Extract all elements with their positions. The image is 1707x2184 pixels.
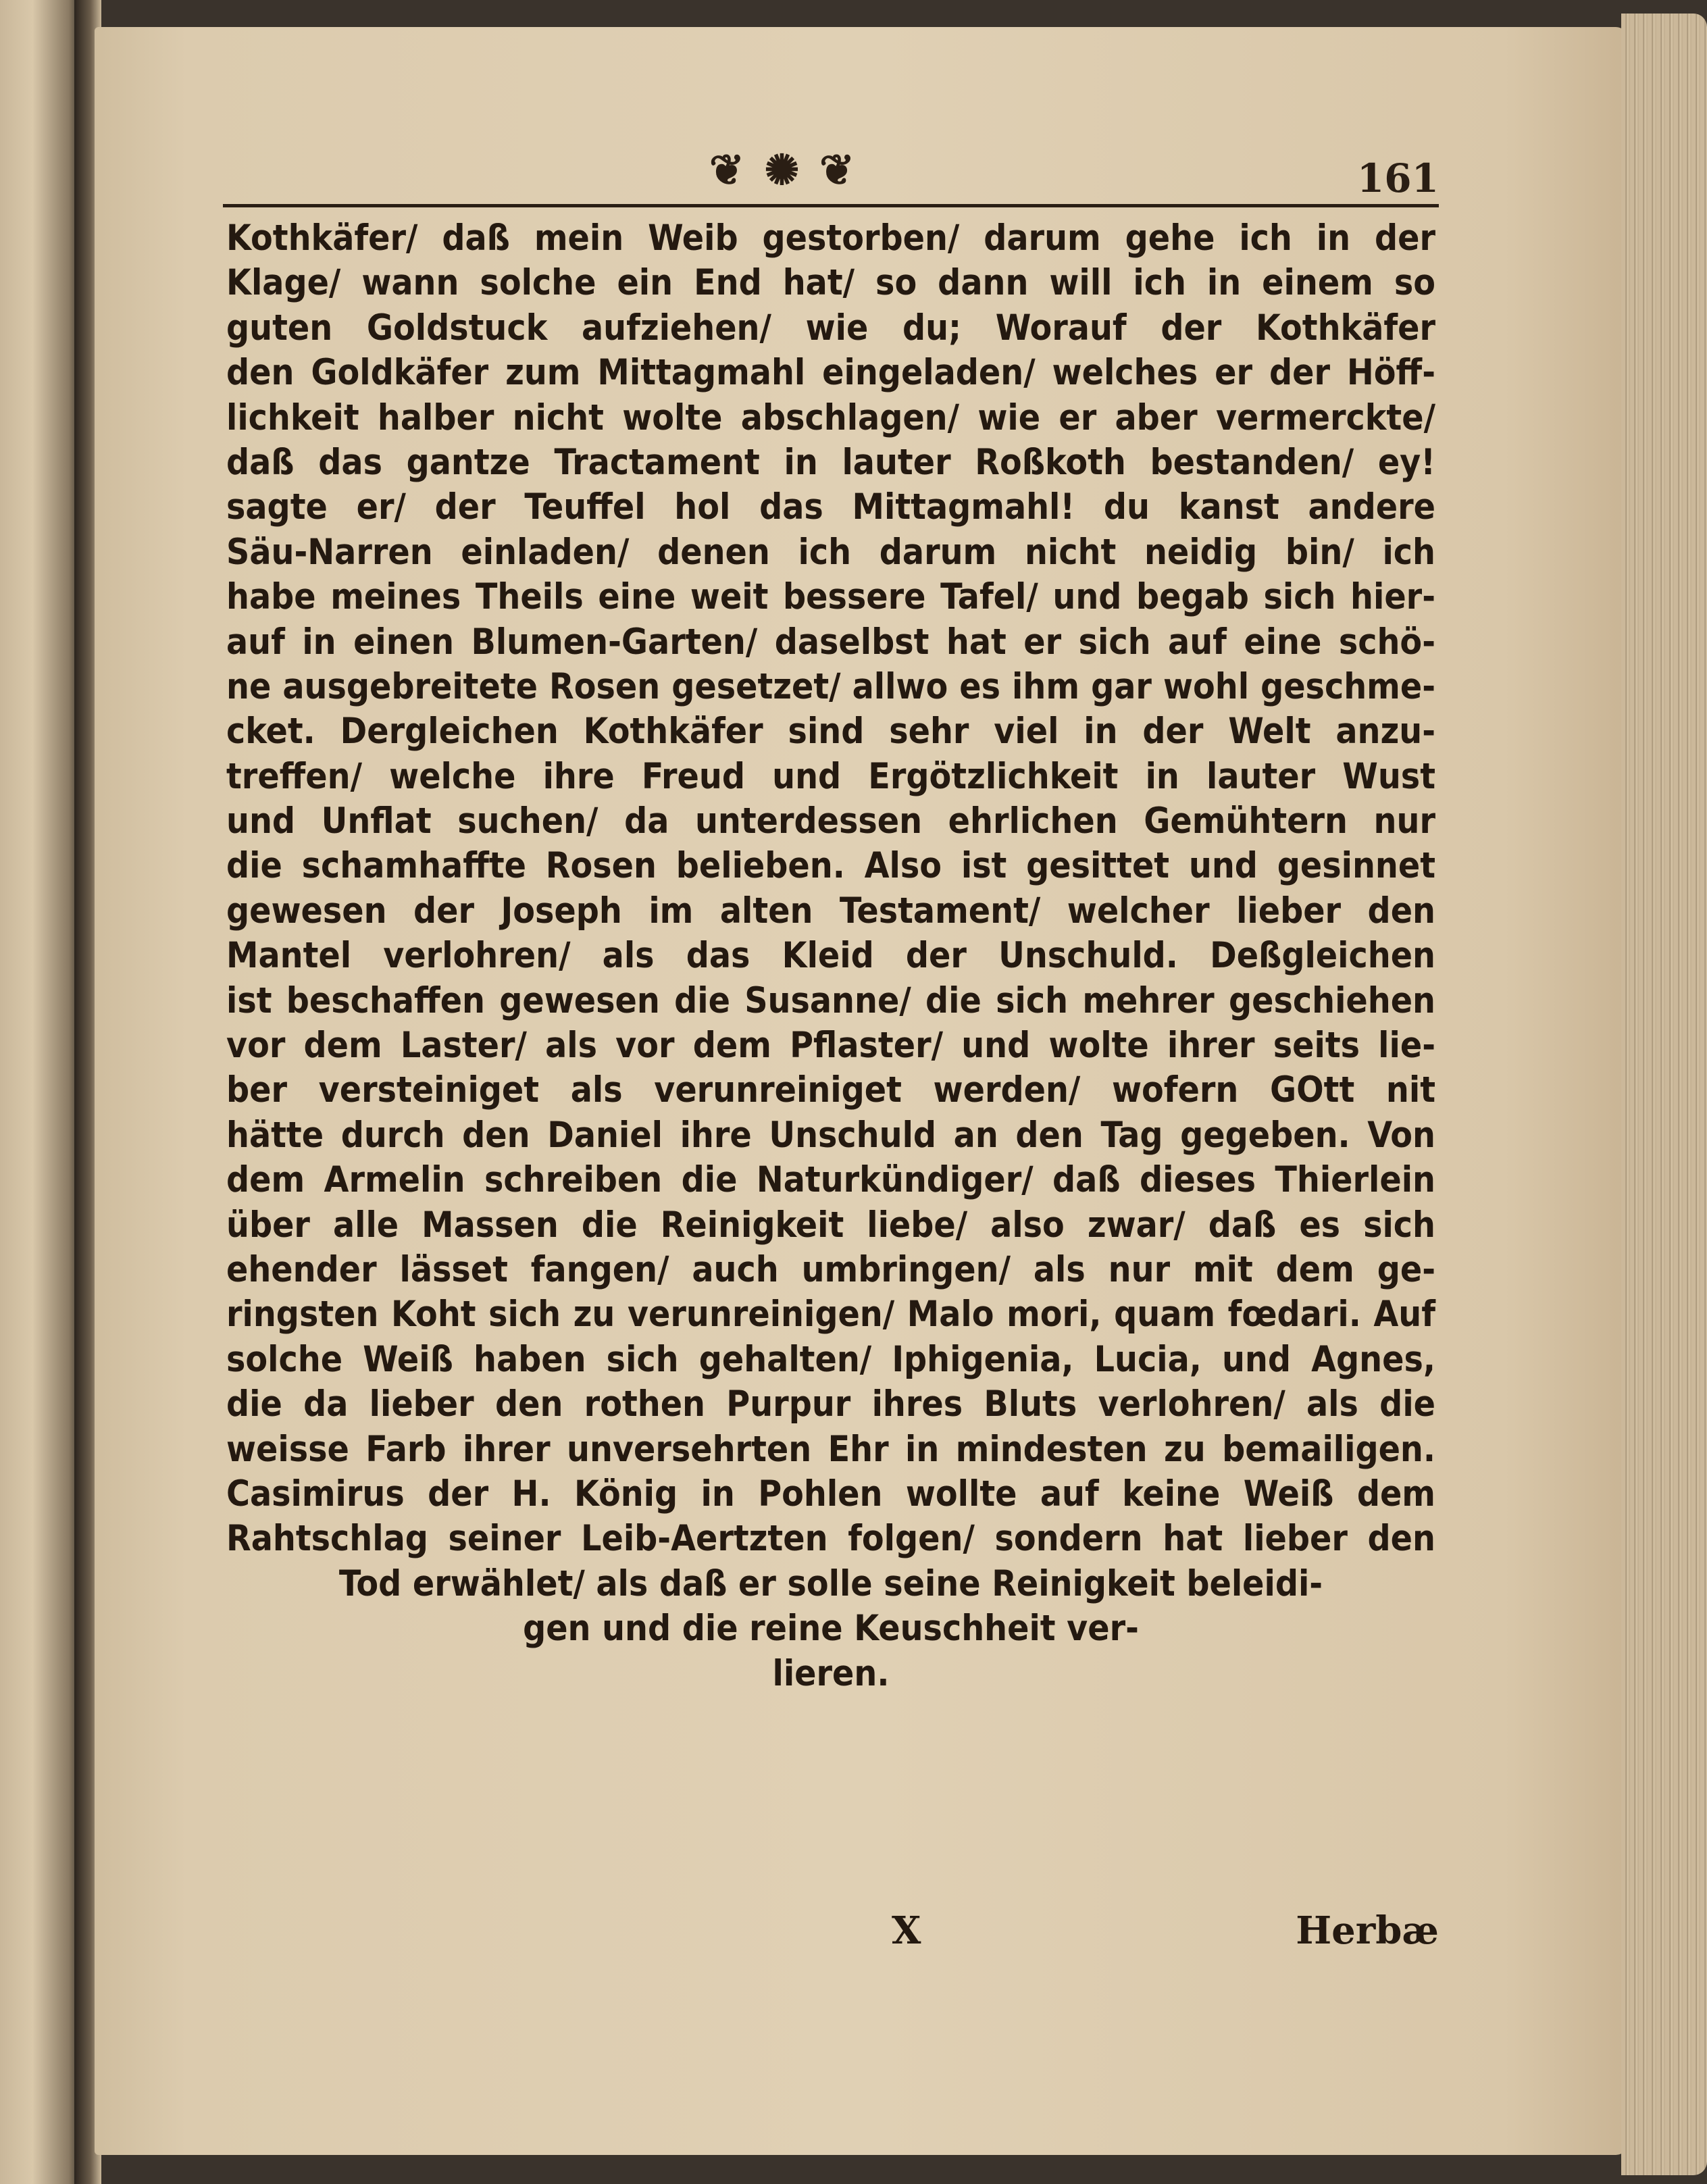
text-line: die da lieber den rothen Purpur ihres Bluts verlohren/ als die bbox=[226, 1383, 1435, 1425]
page-edges bbox=[1621, 14, 1707, 2175]
text-line: auf in einen Blumen-Garten/ daselbst hat er sich auf eine schö- bbox=[226, 621, 1435, 663]
page-footer bbox=[223, 1908, 1439, 1962]
closing-line: lieren. bbox=[772, 1652, 890, 1694]
catchword: Herbæ bbox=[1296, 1908, 1439, 1953]
text-line: hätte durch den Daniel ihre Unschuld an den Tag gegeben. Von bbox=[226, 1114, 1435, 1156]
text-line: Kothkäfer/ daß mein Weib gestorben/ darum gehe ich in der bbox=[226, 218, 1435, 259]
text-line: ist beschaffen gewesen die Susanne/ die sich mehrer geschiehen bbox=[226, 980, 1435, 1021]
text-line: Mantel verlohren/ als das Kleid der Unschuld. Deßgleichen bbox=[226, 935, 1435, 977]
body-text bbox=[226, 216, 1435, 1696]
text-line: über alle Massen die Reinigkeit liebe/ also zwar/ daß es sich bbox=[226, 1204, 1435, 1246]
page-header bbox=[223, 145, 1439, 206]
header-rule bbox=[223, 204, 1439, 207]
text-line: habe meines Theils eine weit bessere Tafel/ und begab sich hier- bbox=[226, 576, 1435, 618]
text-line: ehender lässet fangen/ auch umbringen/ als nur mit dem ge- bbox=[226, 1248, 1435, 1290]
text-line: dem Armelin schreiben die Naturkündiger/ daß dieses Thierlein bbox=[226, 1159, 1435, 1201]
text-line: die schamhaffte Rosen belieben. Also ist gesittet und gesinnet bbox=[226, 845, 1435, 887]
text-line: den Goldkäfer zum Mittagmahl eingeladen/ welches er der Höff- bbox=[226, 352, 1435, 394]
closing-line: Tod erwählet/ als daß er solle seine Reinigkeit beleidi- bbox=[338, 1563, 1323, 1604]
text-line: solche Weiß haben sich gehalten/ Iphigenia, Lucia, und Agnes, bbox=[226, 1338, 1435, 1380]
left-page-edge bbox=[0, 0, 81, 2184]
text-line: cket. Dergleichen Kothkäfer sind sehr viel in der Welt anzu- bbox=[226, 711, 1435, 753]
text-line: lichkeit halber nicht wolte abschlagen/ wie er aber vermerckte/ bbox=[226, 397, 1435, 438]
text-line: Klage/ wann solche ein End hat/ so dann will ich in einem so bbox=[226, 262, 1435, 304]
text-line: weisse Farb ihrer unversehrten Ehr in mindesten zu bemailigen. bbox=[226, 1428, 1435, 1470]
text-line: gewesen der Joseph im alten Testament/ welcher lieber den bbox=[226, 890, 1435, 932]
text-line: daß das gantze Tractament in lauter Roßkoth bestanden/ ey! bbox=[226, 441, 1435, 483]
text-line: ringsten Koht sich zu verunreinigen/ Malo mori, quam fœdari. Auf bbox=[226, 1294, 1435, 1336]
closing-line: gen und die reine Keuschheit ver- bbox=[523, 1608, 1139, 1650]
header-ornament: ❦ ✺ ❦ bbox=[709, 145, 858, 195]
text-line: ne ausgebreitete Rosen gesetzet/ allwo es ihm gar wohl geschme- bbox=[226, 665, 1435, 707]
text-line: Säu-Narren einladen/ denen ich darum nicht neidig bin/ ich bbox=[226, 531, 1435, 573]
text-line: treffen/ welche ihre Freud und Ergötzlichkeit in lauter Wust bbox=[226, 755, 1435, 797]
signature-mark: X bbox=[892, 1908, 921, 1953]
text-line: Rahtschlag seiner Leib-Aertzten folgen/ sondern hat lieber den bbox=[226, 1518, 1435, 1560]
text-line: und Unflat suchen/ da unterdessen ehrlichen Gemühtern nur bbox=[226, 801, 1435, 842]
page-number: 161 bbox=[1356, 155, 1439, 201]
text-line: guten Goldstuck aufziehen/ wie du; Worauf der Kothkäfer bbox=[226, 307, 1435, 349]
text-line: Casimirus der H. König in Pohlen wollte auf keine Weiß dem bbox=[226, 1473, 1435, 1515]
text-line: ber versteiniget als verunreiniget werden/ wofern GOtt nit bbox=[226, 1069, 1435, 1111]
text-line: sagte er/ der Teuffel hol das Mittagmahl! du kanst andere bbox=[226, 486, 1435, 528]
text-line: vor dem Laster/ als vor dem Pflaster/ und wolte ihrer seits lie- bbox=[226, 1025, 1435, 1067]
